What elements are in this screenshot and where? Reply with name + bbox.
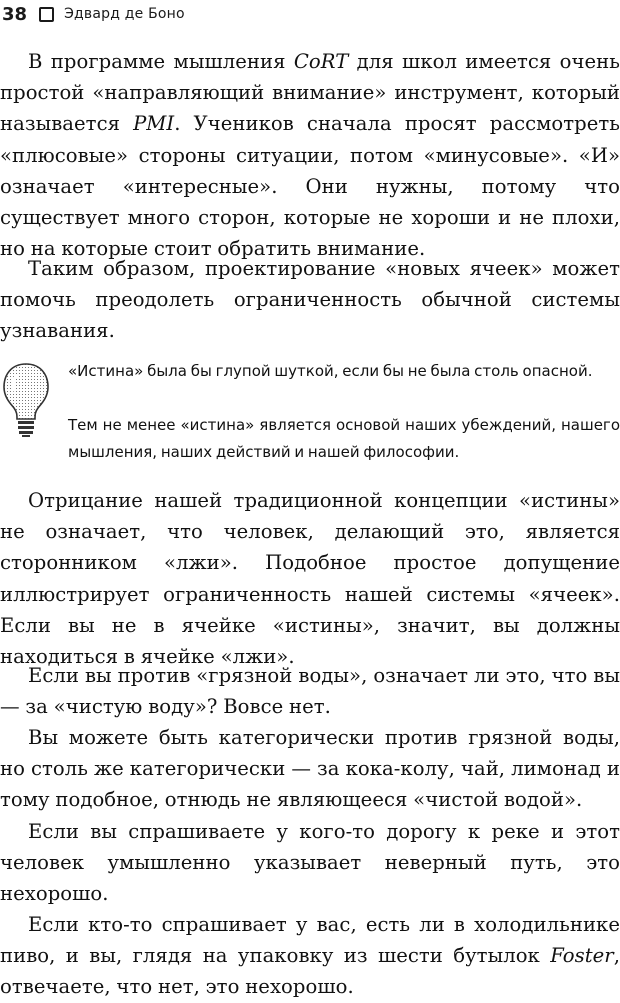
paragraph-6: Если вы спрашиваете у кого-то дорогу к реке и этот человек умышленно указывает неверный путь, это нехорошо. xyxy=(0,820,620,906)
paragraph-1: В программе мышления CoRT для школ имеется очень простой «направляющий внимание» инструмент, который называется PMI. Учеников сначала просят рассмотреть «плюсовые» стороны ситуации, потом «минусовые». «И» означает «интересные». Они нужны, потому что существует много сторон, которые не хороши и не плохи, но на которые стоит обратить внимание. xyxy=(0,50,620,261)
paragraph-4: Если вы против «грязной воды», означает ли это, что вы — за «чистую воду»? Вовсе нет. xyxy=(0,664,620,719)
lightbulb-icon xyxy=(0,360,52,438)
running-head: Эдвард де Боно xyxy=(64,6,185,22)
paragraph-7: Если кто-то спрашивает у вас, есть ли в холодильнике пиво, и вы, глядя на упаковку из шести бутылок Foster, отвечаете, что нет, это нехорошо. xyxy=(0,913,620,999)
page-number: 38 xyxy=(2,3,28,25)
sidebar-quote xyxy=(0,358,620,468)
quote-text-2: Тем не менее «истина» является основой наших убеждений, нашего мышления, наших действий и нашей философии. xyxy=(68,416,620,461)
paragraph-3: Отрицание нашей традиционной концепции «истины» не означает, что человек, делающий это, является сторонником «лжи». Подобное простое допущение иллюстрирует ограниченность нашей системы «ячеек». Если вы не в ячейке «истины», значит, вы должны находиться в ячейке «лжи». xyxy=(0,489,620,669)
paragraph-2: Таким образом, проектирование «новых ячеек» может помочь преодолеть ограниченность обычной системы узнавания. xyxy=(0,257,620,343)
page-header xyxy=(0,0,185,28)
paragraph-5: Вы можете быть категорически против грязной воды, но столь же категорически — за кока-колу, чай, лимонад и тому подобное, отнюдь не являющееся «чистой водой». xyxy=(0,726,620,812)
square-icon xyxy=(39,7,54,22)
quote-text-1: «Истина» была бы глупой шуткой, если бы не была столь опасной. xyxy=(68,362,593,380)
